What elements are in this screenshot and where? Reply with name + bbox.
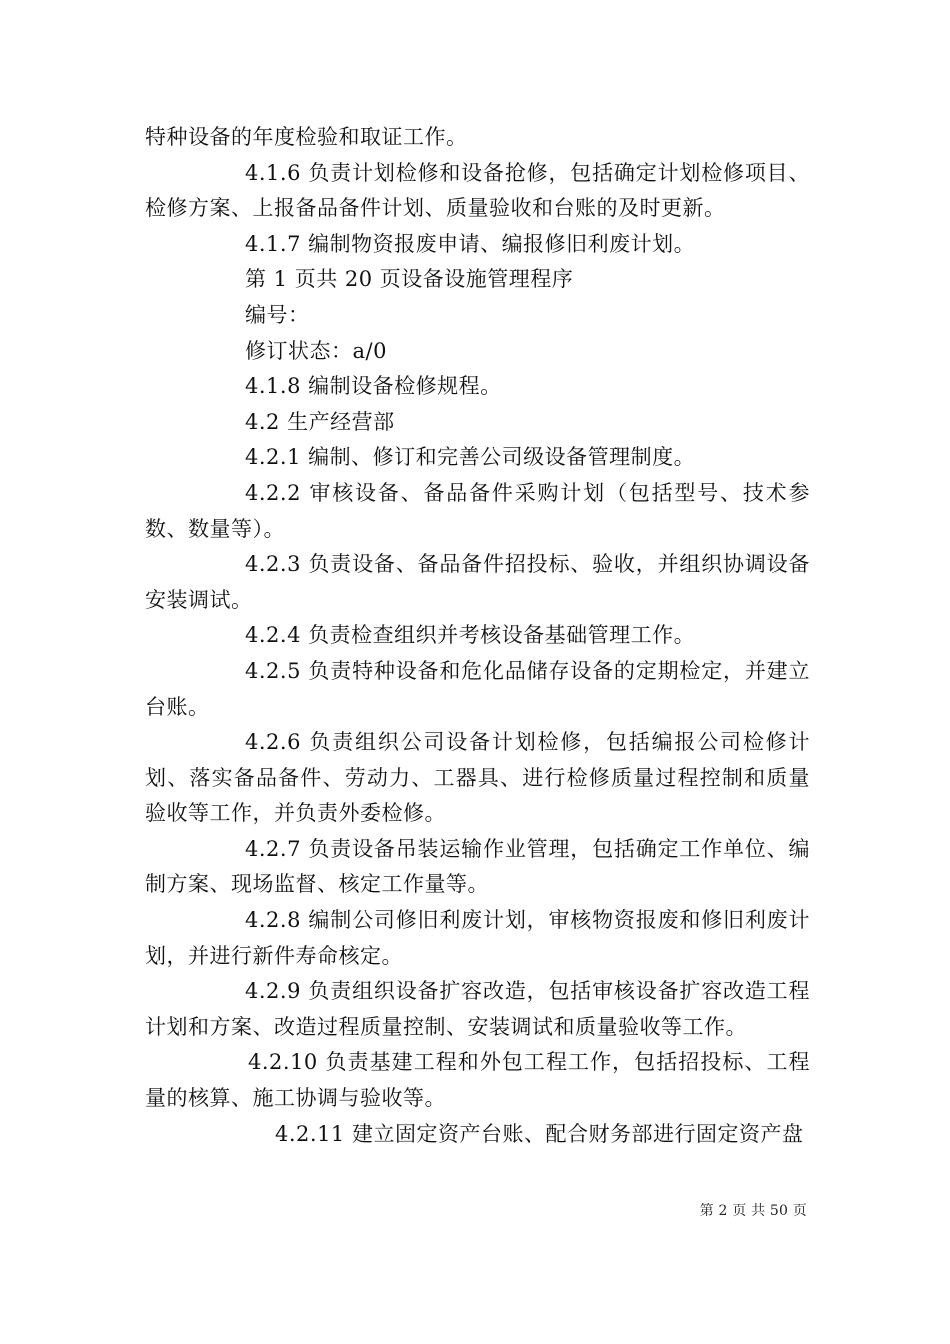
paragraph-4-1-8: 4.1.8 编制设备检修规程。 [245, 374, 502, 399]
paragraph-4-2-2: 4.2.2 审核设备、备品备件采购计划（包括型号、技术参数、数量等）。 [145, 480, 810, 541]
paragraph-page-header: 第 1 页共 20 页设备设施管理程序 [245, 267, 574, 292]
paragraph-4-2-4: 4.2.4 负责检查组织并考核设备基础管理工作。 [245, 623, 696, 648]
paragraph-4-2-7: 4.2.7 负责设备吊装运输作业管理，包括确定工作单位、编制方案、现场监督、核定工作量等。 [145, 836, 810, 897]
paragraph-special-equipment: 特种设备的年度检验和取证工作。 [145, 125, 468, 149]
paragraph-4-2-9: 4.2.9 负责组织设备扩容改造，包括审核设备扩容改造工程计划和方案、改造过程质量控制、安装调试和质量验收等工作。 [145, 979, 810, 1039]
document-body [145, 120, 810, 1152]
paragraph-4-2-5: 4.2.5 负责特种设备和危化品储存设备的定期检定，并建立台账。 [145, 658, 810, 719]
paragraph-4-2-10: 4.2.10 负责基建工程和外包工程工作，包括招投标、工程量的核算、施工协调与验收等。 [145, 1050, 810, 1111]
page-number-footer: 第 2 页 共 50 页 [699, 1203, 807, 1219]
paragraph-revision-status: 修订状态：a/0 [245, 338, 387, 363]
paragraph-4-2-3: 4.2.3 负责设备、备品备件招投标、验收，并组织协调设备安装调试。 [145, 552, 810, 612]
paragraph-4-2: 4.2 生产经营部 [245, 409, 395, 434]
paragraph-4-2-6: 4.2.6 负责组织公司设备计划检修，包括编报公司检修计划、落实备品备件、劳动力、工器具、进行检修质量过程控制和质量验收等工作，并负责外委检修。 [145, 730, 810, 826]
paragraph-4-1-7: 4.1.7 编制物资报废申请、编报修旧利废计划。 [245, 231, 696, 256]
paragraph-4-1-6: 4.1.6 负责计划检修和设备抢修，包括确定计划检修项目、检修方案、上报备品备件计划、质量验收和台账的及时更新。 [145, 160, 810, 221]
paragraph-number: 编号： [245, 302, 310, 327]
paragraph-4-2-1: 4.2.1 编制、修订和完善公司级设备管理制度。 [245, 445, 696, 470]
paragraph-4-2-11: 4.2.11 建立固定资产台账、配合财务部进行固定资产盘 [275, 1121, 804, 1146]
paragraph-4-2-8: 4.2.8 编制公司修旧利废计划，审核物资报废和修旧利废计划，并进行新件寿命核定。 [145, 908, 810, 968]
